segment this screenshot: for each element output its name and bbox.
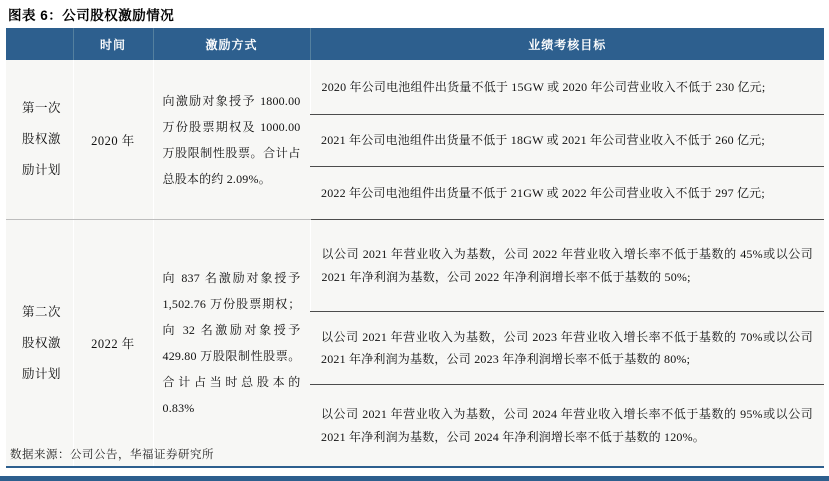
footer-divider-bar	[0, 476, 829, 481]
table-row	[6, 220, 824, 312]
target-cell: 以公司 2021 年营业收入为基数，公司 2024 年营业收入增长率不低于基数的 95%或以公司 2021 年净利润为基数，公司 2024 年净利润增长率不低于基数的 120%。	[310, 385, 824, 468]
target-cell: 2020 年公司电池组件出货量不低于 15GW 或 2020 年公司营业收入不低于 230 亿元;	[310, 60, 824, 115]
target-cell: 2021 年公司电池组件出货量不低于 18GW 或 2021 年公司营业收入不低于 260 亿元;	[310, 115, 824, 167]
plan-name-cell: 第一次股权激励计划	[6, 60, 73, 220]
table-row	[6, 60, 824, 115]
plan-time-cell: 2020 年	[73, 60, 153, 220]
header-cell-target: 业绩考核目标	[310, 28, 824, 60]
figure-title: 图表 6：公司股权激励情况	[8, 8, 175, 23]
table-header-row	[6, 28, 824, 60]
target-cell: 以公司 2021 年营业收入为基数，公司 2023 年营业收入增长率不低于基数的 70%或以公司 2021 年净利润为基数，公司 2023 年净利润增长率不低于基数的 80%;	[310, 312, 824, 385]
header-cell-time: 时间	[73, 28, 153, 60]
section-first-plan	[6, 60, 824, 220]
plan-method-cell: 向 837 名激励对象授予 1,502.76 万份股票期权；向 32 名激励对象授予 429.80 万股限制性股票。合计占当时总股本的 0.83%	[153, 220, 310, 468]
target-cell: 2022 年公司电池组件出货量不低于 21GW 或 2022 年公司营业收入不低于 297 亿元;	[310, 167, 824, 220]
plan-name-cell: 第二次股权激励计划	[6, 220, 73, 468]
plan-time-cell: 2022 年	[73, 220, 153, 468]
equity-incentive-table	[6, 28, 824, 468]
target-cell: 以公司 2021 年营业收入为基数，公司 2022 年营业收入增长率不低于基数的 45%或以公司 2021 年净利润为基数，公司 2022 年净利润增长率不低于基数的 50%;	[310, 220, 824, 312]
plan-method-cell: 向激励对象授予 1800.00 万份股票期权及 1000.00 万股限制性股票。合计占总股本的约 2.09%。	[153, 60, 310, 220]
data-source-note: 数据来源：公司公告，华福证券研究所	[10, 449, 214, 461]
header-cell-empty	[6, 28, 73, 60]
section-second-plan	[6, 220, 824, 468]
header-cell-method: 激励方式	[153, 28, 310, 60]
